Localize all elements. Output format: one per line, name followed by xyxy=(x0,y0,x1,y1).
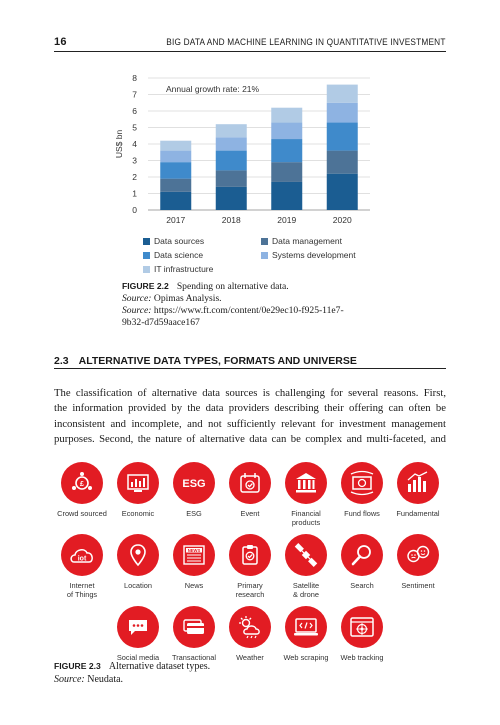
legend-label: Systems development xyxy=(272,250,356,260)
legend-item-data-science xyxy=(143,250,203,260)
bar-segment xyxy=(271,162,302,182)
growth-annotation: Annual growth rate: 21% xyxy=(166,84,260,94)
figure-label: FIGURE 2.3 xyxy=(54,661,101,671)
dataset-type-label: ESG xyxy=(186,509,202,518)
body-paragraph xyxy=(54,386,446,447)
dataset-type-web-scraping xyxy=(278,606,334,663)
dataset-type-crowd-sourced xyxy=(54,462,110,519)
dataset-type-label: Search xyxy=(350,581,374,590)
search-icon xyxy=(341,534,383,576)
dataset-type-label: Economic xyxy=(121,509,155,518)
section-title: ALTERNATIVE DATA TYPES, FORMATS AND UNIVERSE xyxy=(78,355,357,367)
caption-text: Spending on alternative data. xyxy=(176,281,289,292)
y-tick-label: 3 xyxy=(132,155,137,166)
dataset-type-label: Location xyxy=(124,581,152,590)
bar-segment xyxy=(327,123,358,151)
source-label: Source: xyxy=(54,674,85,685)
legend-item-data-management xyxy=(261,236,342,246)
section-heading xyxy=(54,355,446,369)
dataset-type-event xyxy=(222,462,278,519)
legend-label: Data sources xyxy=(154,236,205,246)
y-tick-label: 8 xyxy=(132,73,137,83)
bar-segment xyxy=(160,179,191,192)
paragraph-line: purposes. Second, the nature of alternative data can be complex and multi-faceted, and xyxy=(54,432,446,445)
dataset-type-label: Web scraping xyxy=(283,653,329,662)
dataset-type-label: Event xyxy=(240,509,260,518)
fund-flows-icon xyxy=(341,462,383,504)
bar-segment xyxy=(271,182,302,210)
legend-swatch xyxy=(143,266,150,273)
bar-segment xyxy=(216,137,247,150)
y-tick-label: 6 xyxy=(132,106,137,116)
iot-icon xyxy=(61,534,103,576)
legend-label: Data management xyxy=(272,236,342,246)
web-scraping-icon xyxy=(285,606,327,648)
dataset-type-label: News xyxy=(184,581,204,590)
x-tick-label: 2019 xyxy=(277,215,297,225)
economic-icon xyxy=(117,462,159,504)
bar-segment xyxy=(271,123,302,140)
bar-segment xyxy=(327,151,358,174)
bar-segment xyxy=(216,151,247,171)
transactional-icon xyxy=(173,606,215,648)
dataset-type-label: Social media xyxy=(116,653,160,662)
dataset-type-label: Fund flows xyxy=(344,509,380,518)
event-icon xyxy=(229,462,271,504)
bar-segment xyxy=(216,124,247,137)
source-text: Neudata. xyxy=(87,674,124,685)
source-link[interactable]: https://www.ft.com/content/0e29ec10-f925-11e7- xyxy=(153,305,344,316)
dataset-type-primary-research xyxy=(222,534,278,599)
sentiment-icon xyxy=(397,534,439,576)
figure-2-3-caption xyxy=(54,660,210,686)
caption-text: Alternative dataset types. xyxy=(108,661,211,672)
primary-research-icon xyxy=(229,534,271,576)
dataset-type-transactional xyxy=(166,606,222,663)
legend-item-systems-development xyxy=(261,250,356,260)
paragraph-line: inconsistent and incomplete, and not sufficiently relevant for investment management xyxy=(54,417,446,430)
dataset-type-weather xyxy=(222,606,278,663)
y-tick-label: 4 xyxy=(132,139,137,149)
y-tick-label: 1 xyxy=(132,188,137,199)
source-label: Source: xyxy=(122,305,152,316)
dataset-type-financial-products xyxy=(278,462,334,527)
dataset-types-grid xyxy=(54,462,446,662)
legend-item-it-infrastructure xyxy=(143,264,213,274)
x-tick-label: 2018 xyxy=(221,215,241,225)
svg-text:£: £ xyxy=(80,481,84,488)
legend-item-data-sources xyxy=(143,236,204,246)
bar-segment xyxy=(271,108,302,123)
figure-label: FIGURE 2.2 xyxy=(122,281,169,291)
paragraph-line: The classification of alternative data sources is challenging for several reasons. First, xyxy=(54,387,446,399)
source-text: Opimas Analysis. xyxy=(153,293,222,304)
dataset-type-search xyxy=(334,534,390,591)
legend-label: Data science xyxy=(154,250,204,260)
dataset-type-label: Web tracking xyxy=(340,653,384,662)
bar-segment xyxy=(160,141,191,151)
satellite-icon xyxy=(285,534,327,576)
page-number: 16 xyxy=(54,36,67,48)
dataset-type-label: Internet of Things xyxy=(66,581,98,599)
dataset-type-esg xyxy=(166,462,222,519)
dataset-type-iot xyxy=(54,534,110,599)
svg-text:NEWS: NEWS xyxy=(187,547,201,553)
legend-swatch xyxy=(261,252,268,259)
y-tick-label: 0 xyxy=(132,205,137,215)
news-icon xyxy=(173,534,215,576)
bar-segment xyxy=(271,139,302,162)
dataset-type-label: Primary research xyxy=(235,581,265,599)
y-tick-label: 7 xyxy=(132,89,137,100)
dataset-type-label: Satellite & drone xyxy=(292,581,320,599)
section-number: 2.3 xyxy=(54,355,69,367)
fundamental-icon xyxy=(397,462,439,504)
financial-products-icon xyxy=(285,462,327,504)
web-tracking-icon xyxy=(341,606,383,648)
dataset-type-label: Sentiment xyxy=(401,581,435,590)
svg-text:ESG: ESG xyxy=(182,478,206,490)
social-media-icon xyxy=(117,606,159,648)
legend-swatch xyxy=(143,238,150,245)
dataset-type-label: Weather xyxy=(236,653,264,662)
dataset-type-economic xyxy=(110,462,166,519)
running-title: BIG DATA AND MACHINE LEARNING IN QUANTITATIVE INVESTMENT xyxy=(166,37,446,47)
dataset-type-news xyxy=(166,534,222,591)
running-header xyxy=(54,36,446,52)
dataset-type-label: Crowd sourced xyxy=(57,509,107,518)
x-tick-label: 2020 xyxy=(332,215,352,225)
dataset-type-satellite xyxy=(278,534,334,599)
dataset-type-sentiment xyxy=(390,534,446,591)
location-icon xyxy=(117,534,159,576)
paragraph-line: the information provided by the data providers describing their offering can often be xyxy=(54,402,446,415)
legend-label: IT infrastructure xyxy=(154,264,214,274)
svg-text:iot: iot xyxy=(77,555,87,563)
weather-icon xyxy=(229,606,271,648)
x-tick-label: 2017 xyxy=(166,215,186,225)
source-label: Source: xyxy=(122,293,152,304)
dataset-type-label: Financial products xyxy=(291,509,321,527)
bar-segment xyxy=(327,174,358,210)
spending-bar-chart xyxy=(108,68,378,243)
y-tick-label: 5 xyxy=(132,122,137,133)
dataset-type-fund-flows xyxy=(334,462,390,519)
dataset-type-web-tracking xyxy=(334,606,390,663)
dataset-type-social-media xyxy=(110,606,166,663)
figure-2-2-caption xyxy=(122,280,382,329)
bar-segment xyxy=(327,85,358,103)
legend-swatch xyxy=(143,252,150,259)
source-link-cont[interactable]: 9b32-d7d59aace167 xyxy=(122,317,200,328)
bar-segment xyxy=(160,162,191,179)
bar-segment xyxy=(160,192,191,210)
dataset-type-fundamental xyxy=(390,462,446,519)
bar-segment xyxy=(216,170,247,187)
bar-segment xyxy=(216,187,247,210)
bar-segment xyxy=(327,103,358,123)
legend-swatch xyxy=(261,238,268,245)
y-tick-label: 2 xyxy=(132,172,137,182)
esg-icon xyxy=(173,462,215,504)
dataset-type-location xyxy=(110,534,166,591)
bar-segment xyxy=(160,151,191,163)
dataset-type-label: Transactional xyxy=(171,653,217,662)
dataset-type-label: Fundamental xyxy=(396,509,440,518)
y-axis-label: US$ bn xyxy=(114,129,124,159)
crowd-sourced-icon xyxy=(61,462,103,504)
